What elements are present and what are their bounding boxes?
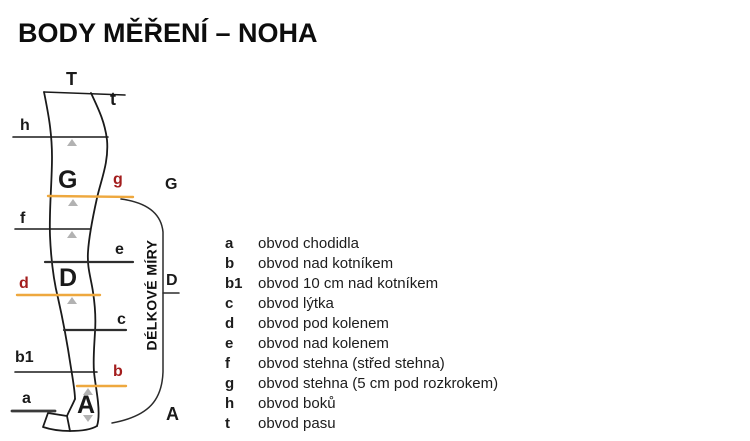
legend-desc: obvod lýtka — [258, 294, 334, 312]
bracket-label-G: G — [165, 176, 178, 193]
bracket-label-A: A — [166, 404, 179, 424]
leg-label-g-highlighted: g — [113, 171, 123, 188]
legend-key: t — [225, 414, 230, 432]
leg-outline-right — [88, 93, 107, 426]
legend-row-a — [225, 233, 498, 253]
legend-desc: obvod boků — [258, 394, 336, 412]
legend-row-b1 — [225, 273, 498, 293]
marker-triangle-d — [67, 297, 77, 304]
legend-row-h — [225, 393, 498, 413]
legend-desc: obvod 10 cm nad kotníkem — [258, 274, 439, 292]
bracket-label-D: D — [166, 272, 178, 289]
legend-key: e — [225, 334, 234, 352]
leg-label-b1: b1 — [15, 349, 34, 366]
legend-row-e — [225, 333, 498, 353]
legend-row-b — [225, 253, 498, 273]
leg-label-e: e — [115, 241, 124, 258]
legend-desc: obvod pod kolenem — [258, 314, 389, 332]
legend-key: b1 — [225, 274, 243, 292]
leg-label-d-highlighted: d — [19, 275, 29, 292]
legend-row-g — [225, 373, 498, 393]
legend-desc: obvod pasu — [258, 414, 336, 432]
leg-label-b-highlighted: b — [113, 363, 123, 380]
legend-key: h — [225, 394, 235, 412]
legend-row-f — [225, 353, 498, 373]
legend-key: f — [225, 354, 230, 372]
legend-desc: obvod chodidla — [258, 234, 359, 252]
leg-label-D: D — [59, 264, 78, 292]
legend-key: d — [225, 314, 235, 332]
leg-label-t: t — [110, 89, 116, 109]
legend — [225, 233, 498, 433]
legend-key: c — [225, 294, 234, 312]
foot-sole-outline — [70, 426, 97, 431]
legend-desc: obvod stehna (5 cm pod rozkrokem) — [258, 374, 499, 392]
legend-key: g — [225, 374, 235, 392]
legend-row-d — [225, 313, 498, 333]
legend-key: a — [225, 234, 234, 252]
leg-label-T: T — [66, 69, 77, 89]
length-measures-vertical-label: DÉLKOVÉ MÍRY — [143, 239, 160, 351]
leg-label-h: h — [20, 117, 30, 134]
legend-desc: obvod stehna (střed stehna) — [258, 354, 445, 372]
legend-desc: obvod nad kolenem — [258, 334, 389, 352]
legend-row-c — [225, 293, 498, 313]
marker-triangle-f — [67, 231, 77, 238]
marker-triangle-g — [68, 199, 78, 206]
legend-desc: obvod nad kotníkem — [258, 254, 394, 272]
legend-key: b — [225, 254, 235, 272]
foot-toe-cap — [43, 413, 70, 431]
marker-triangle-h — [67, 139, 77, 146]
measure-line-g-highlight — [48, 196, 133, 197]
legend-row-t — [225, 413, 498, 433]
page-title: BODY MĚŘENÍ – NOHA — [18, 18, 318, 48]
leg-label-a: a — [22, 390, 31, 407]
leg-label-f: f — [20, 210, 26, 227]
leg-label-A: A — [77, 391, 96, 419]
leg-label-c: c — [117, 311, 126, 328]
leg-outline-left — [44, 92, 78, 399]
leg-label-G: G — [58, 166, 78, 194]
foot-top-outline — [67, 399, 75, 416]
